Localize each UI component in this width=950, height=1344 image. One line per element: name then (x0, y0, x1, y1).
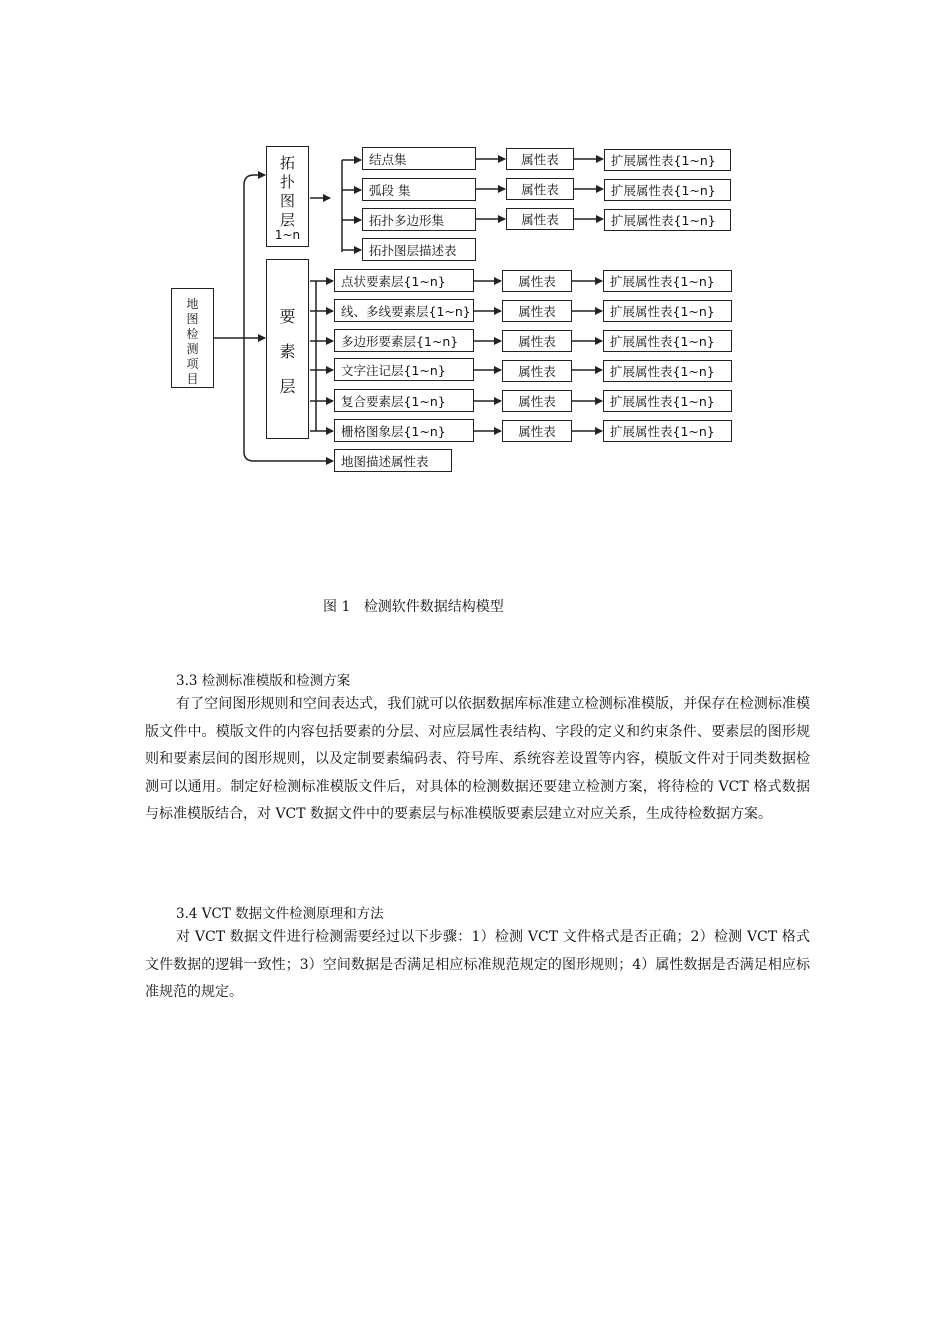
topo-desc-table-box: 拓扑图层描述表 (362, 238, 476, 261)
feature-attr-table-box: 属性表 (502, 360, 572, 382)
topo-ext-attr-table-box: 扩展属性表{1~n} (604, 149, 731, 171)
feature-attr-table-box: 属性表 (502, 420, 572, 442)
topology-char: 层 (279, 211, 295, 229)
topo-attr-table-box: 属性表 (506, 148, 574, 170)
root-char: 目 (186, 372, 199, 386)
topology-char: 1~n (274, 228, 301, 242)
topo-arc-set-box: 弧段 集 (362, 178, 476, 201)
section-3-3-heading: 3.3 检测标准模版和检测方案 (176, 673, 351, 689)
root-char: 项 (186, 357, 199, 371)
feature-annotation-layer-box: 文字注记层{1~n} (334, 358, 474, 381)
feature-ext-attr-table-box: 扩展属性表{1~n} (603, 300, 732, 322)
feature-char: 层 (279, 377, 296, 396)
root-box-map-check-item (171, 288, 214, 388)
topo-ext-attr-table-box: 扩展属性表{1~n} (604, 179, 731, 201)
topo-attr-table-box: 属性表 (506, 208, 574, 230)
topo-node-set-box: 结点集 (362, 147, 476, 170)
feature-attr-table-box: 属性表 (502, 390, 572, 412)
feature-char: 素 (279, 342, 296, 361)
topo-attr-table-box: 属性表 (506, 178, 574, 200)
feature-line-layer-box: 线、多线要素层{1~n} (334, 299, 474, 322)
root-char: 测 (186, 342, 199, 356)
feature-ext-attr-table-box: 扩展属性表{1~n} (603, 330, 732, 352)
figure-caption: 图 1 检测软件数据结构模型 (323, 599, 504, 615)
feature-point-layer-box: 点状要素层{1~n} (334, 269, 474, 292)
feature-ext-attr-table-box: 扩展属性表{1~n} (603, 360, 732, 382)
data-structure-diagram (0, 0, 950, 520)
feature-attr-table-box: 属性表 (502, 330, 572, 352)
feature-composite-layer-box: 复合要素层{1~n} (334, 389, 474, 412)
topology-char: 扑 (279, 173, 295, 191)
feature-attr-table-box: 属性表 (502, 300, 572, 322)
feature-layer-box (266, 259, 309, 439)
feature-attr-table-box: 属性表 (502, 270, 572, 292)
topology-char: 拓 (279, 154, 295, 172)
root-char: 图 (186, 312, 199, 326)
root-char: 地 (186, 297, 199, 311)
topo-polygon-set-box: 拓扑多边形集 (362, 208, 476, 231)
feature-ext-attr-table-box: 扩展属性表{1~n} (603, 390, 732, 412)
feature-raster-layer-box: 栅格图象层{1~n} (334, 419, 474, 442)
topo-ext-attr-table-box: 扩展属性表{1~n} (604, 209, 731, 231)
connector-arrow (244, 175, 265, 338)
topology-char: 图 (279, 192, 295, 210)
root-char: 检 (186, 327, 199, 341)
feature-ext-attr-table-box: 扩展属性表{1~n} (603, 270, 732, 292)
map-desc-attr-table-box: 地图描述属性表 (334, 449, 452, 472)
section-3-4-heading: 3.4 VCT 数据文件检测原理和方法 (176, 906, 384, 922)
feature-char: 要 (279, 307, 296, 326)
section-3-4-body: 对 VCT 数据文件进行检测需要经过以下步骤：1）检测 VCT 文件格式是否正确；2）检测 VCT 格式文件数据的逻辑一致性；3）空间数据是否满足相应标准规范规定的图形规则；4）属性数据是否满足相应标准规范的规定。 (145, 929, 810, 1000)
feature-ext-attr-table-box: 扩展属性表{1~n} (603, 420, 732, 442)
feature-polygon-layer-box: 多边形要素层{1~n} (334, 329, 474, 352)
section-3-3-body: 有了空间图形规则和空间表达式，我们就可以依据数据库标准建立检测标准模版，并保存在检测标准模版文件中。模版文件的内容包括要素的分层、对应层属性表结构、字段的定义和约束条件、要素层的图形规则和要素层间的图形规则，以及定制要素编码表、符号库、系统容差设置等内容，模版文件对于同类数据检测可以通用。制定好检测标准模版文件后，对具体的检测数据还要建立检测方案，将待检的 VCT 格式数据与标准模版结合，对 VCT 数据文件中的要素层与标准模版要素层建立对应关系，生成待检数据方案。 (145, 696, 810, 822)
topology-layer-box (266, 146, 309, 247)
